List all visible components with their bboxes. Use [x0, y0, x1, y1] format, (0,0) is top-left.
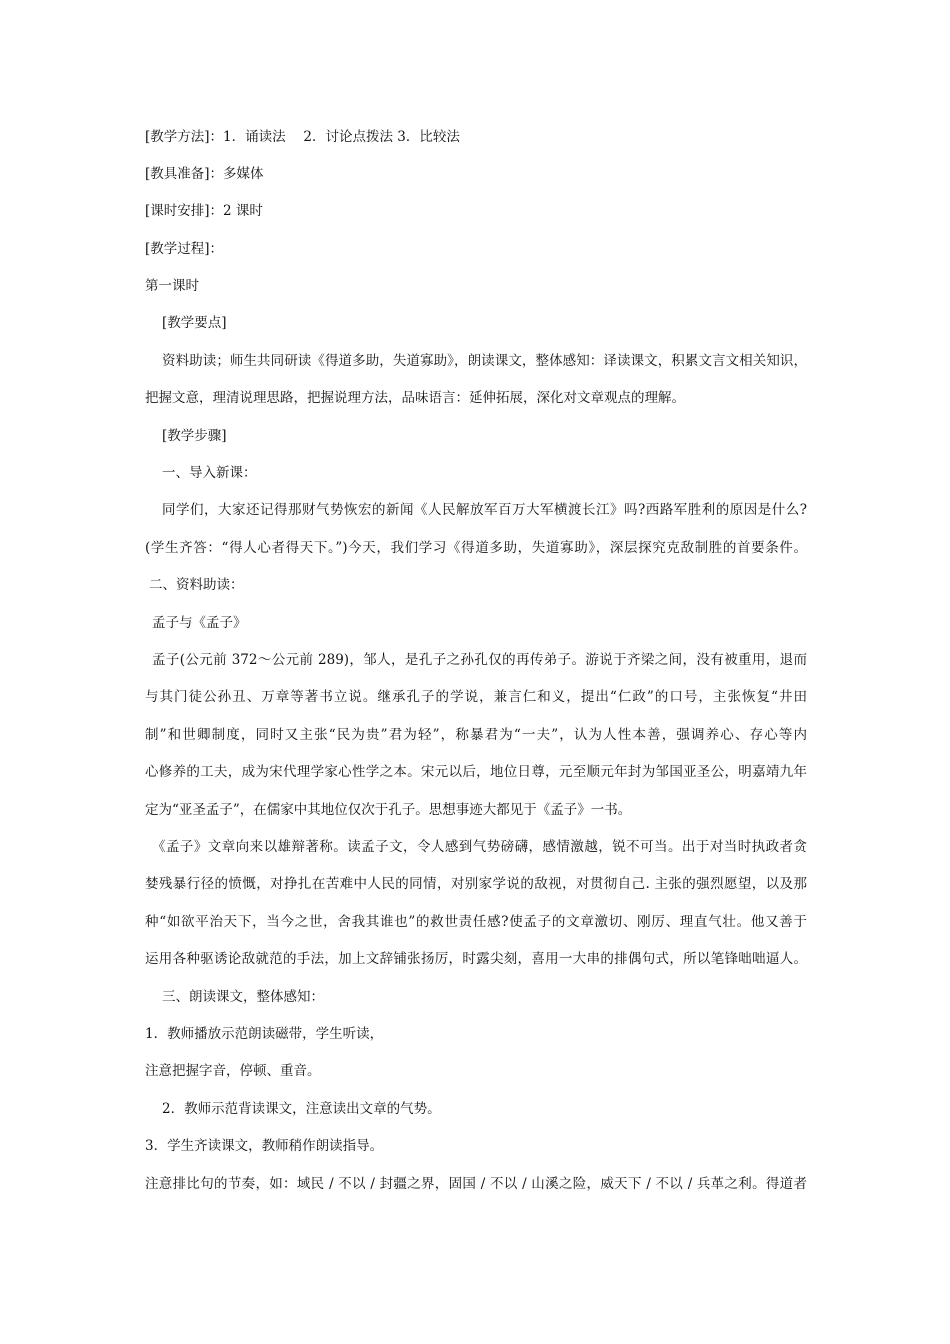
paragraph-line: 种“如欲平治天下，当今之世，舍我其谁也”的救世责任感?使孟子的文章激切、刚厉、理直气壮。他又善于 [145, 914, 807, 930]
paragraph-line: 资料助读；师生共同研读《得道多助，失道寡助》，朗读课文，整体感知：译读课文，积累文言文相关知识， [162, 353, 807, 369]
section-heading: 一、导入新课： [162, 465, 257, 481]
paragraph-line: 与其门徒公孙丑、万章等著书立说。继承孔子的学说，兼言仁和义，提出“仁政”的口号，主张恢复“井田 [145, 689, 807, 705]
paragraph-line: 《孟子》文章向来以雄辩著称。读孟子文，令人感到气势磅礴，感情激越，锐不可当。出于对当时执政者贪 [152, 839, 807, 855]
first-lesson-heading: 第一课时 [145, 278, 199, 294]
paragraph-line: 心修养的工夫，成为宋代理学家心性学之本。宋元以后，地位日尊，元至顺元年封为邹国亚圣公，明嘉靖九年 [145, 764, 807, 780]
section-heading: 二、资料助读： [149, 577, 244, 593]
list-item: 1．教师播放示范朗读磁带，学生听读， [145, 1026, 384, 1042]
teaching-points-heading: [教学要点] [162, 315, 227, 331]
teaching-steps-heading: [教学步骤] [162, 428, 227, 444]
subsection-heading: 孟子与《孟子》 [152, 615, 247, 631]
teaching-process-heading: [教学过程]： [145, 241, 224, 257]
paragraph-line: 定为“亚圣孟子”，在儒家中其地位仅次于孔子。思想事迹大都见于《孟子》一书。 [145, 802, 632, 818]
paragraph-line: 制”和世卿制度，同时又主张“民为贵”君为轻”，称暴君为“一夫”，认为人性本善，强调养心、存心等内 [145, 727, 807, 743]
list-item: 2．教师示范背读课文，注意读出文章的气势。 [162, 1101, 441, 1117]
paragraph-line: 运用各种驱诱论敌就范的手法，加上文辞铺张扬厉，时露尖刻，喜用一大串的排偶句式，所以笔锋咄咄逼人。 [145, 951, 807, 967]
paragraph-line: 同学们，大家还记得那财气势恢宏的新闻《人民解放军百万大军横渡长江》吗?西路军胜利的原因是什么? [162, 502, 807, 518]
paragraph-line: 把握文意，理清说理思路，把握说理方法，品味语言：延伸拓展，深化对文章观点的理解。 [145, 390, 685, 406]
list-item: 3．学生齐读课文，教师稍作朗读指导。 [145, 1138, 384, 1154]
teaching-method-line: [教学方法]：1．诵读法 2．讨论点拨法 3．比较法 [145, 129, 460, 145]
teaching-tools-line: [教具准备]：多媒体 [145, 166, 264, 182]
paragraph-line: 孟子(公元前 372～公元前 289)，邹人，是孔子之孙孔仅的再传弟子。游说于齐梁之间，没有被重用，退而 [152, 652, 807, 668]
paragraph-line: (学生齐答：“得人心者得天下。”)今天，我们学习《得道多助，失道寡助》，深层探究克敌制胜的首要条件。 [145, 540, 807, 556]
paragraph-line: 婪残暴行径的愤慨，对挣扎在苦难中人民的同情，对别家学说的敌视，对贯彻自己. 主张的强烈愿望，以及那 [145, 876, 807, 892]
paragraph-line: 注意排比句的节奏，如：域民 / 不以 / 封疆之界，固国 / 不以 / 山溪之险，威天下 / 不以 / 兵革之利。得道者 [145, 1176, 807, 1192]
class-hours-line: [课时安排]：2 课时 [145, 203, 263, 219]
list-item-continuation: 注意把握字音，停顿、重音。 [145, 1063, 321, 1079]
section-heading: 三、朗读课文，整体感知： [162, 989, 324, 1005]
